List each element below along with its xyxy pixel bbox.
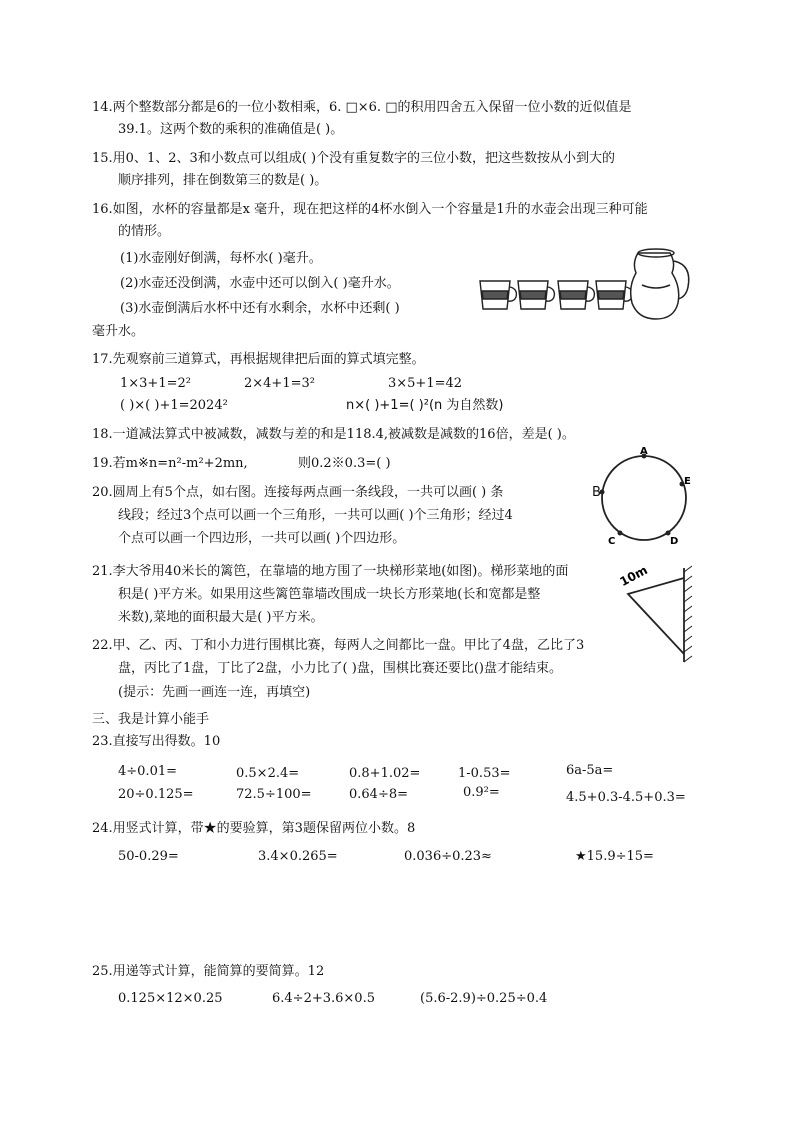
q24-item1: 50-0.29= — [118, 849, 179, 864]
cups-and-jug-figure — [476, 243, 696, 323]
jug-icon — [631, 249, 689, 319]
q22-line1: 22.甲、乙、丙、丁和小力进行围棋比赛，每两人之间都比一盘。甲比了4盘，乙比了3 — [92, 638, 585, 653]
q16-sub3: (3)水壶倒满后水杯中还有水剩余，水杯中还剩( ) — [120, 301, 400, 316]
q21-line3: 米数),菜地的面积最大是( )平方米。 — [118, 610, 324, 625]
q19-line1: 19.若m※n=n²-m²+2mn, — [92, 456, 248, 471]
cup-icon — [596, 281, 632, 309]
q23-r1-c3: 0.8+1.02= — [349, 766, 421, 781]
q17-eq2: 2×4+1=3² — [244, 376, 315, 391]
q14-line2: 39.1。这两个数的乘积的准确值是( )。 — [118, 122, 344, 137]
q15-line1: 15.用0、1、2、3和小数点可以组成( )个没有重复数字的三位小数，把这些数按从小到大的 — [92, 151, 616, 166]
q18-line1: 18.一道减法算式中被减数，减数与差的和是118.4,被减数是减数的16倍，差是( )。 — [92, 427, 575, 442]
q23-r2-c3: 0.64÷8= — [349, 787, 409, 802]
q21-line1: 21.李大爷用40米长的篱笆，在靠墙的地方围了一块梯形菜地(如图)。梯形菜地的面 — [92, 564, 569, 579]
label-B: B — [592, 485, 601, 500]
q25-item1: 0.125×12×0.25 — [118, 991, 223, 1006]
q14-line1: 14.两个整数部分都是6的一位小数相乘，6. □×6. □的积用四舍五入保留一位小数的近似值是 — [92, 100, 632, 115]
cup-icon — [518, 281, 554, 309]
q23-r1-c5: 6a-5a= — [566, 763, 614, 778]
q23-r1-c4: 1-0.53= — [458, 766, 511, 781]
cup-icon — [558, 281, 594, 309]
q23-r2-c4: 0.9²= — [463, 785, 500, 800]
section3-title: 三、我是计算小能手 — [92, 712, 210, 727]
q17-line1: 17.先观察前三道算式，再根据规律把后面的算式填完整。 — [92, 352, 425, 367]
trapezoid-garden-figure — [612, 558, 702, 668]
label-A: A — [640, 446, 648, 457]
point-D — [666, 531, 671, 536]
q24-title: 24.用竖式计算，带★的要验算，第3题保留两位小数。8 — [92, 821, 416, 836]
q16-sub3b: 毫升水。 — [92, 324, 145, 339]
q23-r1-c1: 4÷0.01= — [118, 764, 178, 779]
label-D: D — [670, 536, 679, 547]
q23-title: 23.直接写出得数。10 — [92, 734, 221, 749]
q17-eq4: ( )×( )+1=2024² — [120, 398, 228, 413]
q23-r2-c5: 4.5+0.3-4.5+0.3= — [566, 790, 686, 805]
q20-line3: 个点可以画一个四边形，一共可以画( )个四边形。 — [118, 531, 406, 546]
q23-r2-c2: 72.5÷100= — [236, 787, 312, 802]
label-C: C — [608, 536, 616, 547]
q20-line1: 20.圆周上有5个点，如右图。连接每两点画一条线段，一共可以画( ) 条 — [92, 485, 504, 500]
q16-line1: 16.如图，水杯的容量都是x 毫升，现在把这样的4杯水倒入一个容量是1升的水壶会出现三种可能 — [92, 202, 648, 217]
q23-r2-c1: 20÷0.125= — [118, 787, 194, 802]
q24-item2: 3.4×0.265= — [258, 849, 338, 864]
q19-line2: 则0.2※0.3=( ) — [298, 456, 391, 471]
label-E: E — [684, 476, 691, 487]
q25-item2: 6.4÷2+3.6×0.5 — [272, 991, 375, 1006]
q16-line2: 的情形。 — [118, 224, 171, 239]
q20-line2: 线段；经过3个点可以画一个三角形，一共可以画( )个三角形；经过4 — [118, 508, 513, 523]
q17-eq3: 3×5+1=42 — [388, 376, 463, 391]
q17-eq1: 1×3+1=2² — [120, 376, 191, 391]
point-C — [618, 531, 623, 536]
q24-item4: ★15.9÷15= — [575, 849, 654, 864]
q16-sub1: (1)水壶刚好倒满，每杯水( )毫升。 — [120, 251, 322, 266]
q25-title: 25.用递等式计算，能简算的要简算。12 — [92, 964, 325, 979]
q22-line3: (提示：先画一画连一连，再填空) — [118, 685, 311, 700]
q16-sub2: (2)水壶还没倒满，水壶中还可以倒入( )毫升水。 — [120, 276, 400, 291]
q25-item3: (5.6-2.9)÷0.25÷0.4 — [420, 991, 548, 1006]
q21-line2: 积是( )平方米。如果用这些篱笆靠墙改围成一块长方形菜地(长和宽都是整 — [118, 587, 541, 602]
q22-line2: 盘，丙比了1盘，丁比了2盘，小力比了( )盘，围棋比赛还要比()盘才能结束。 — [118, 661, 562, 676]
circle-points-figure — [584, 446, 704, 550]
length-label: 10m — [617, 562, 650, 589]
q24-item3: 0.036÷0.23≈ — [404, 849, 492, 864]
cup-icon — [480, 281, 516, 309]
q17-eq5: n×( )+1=( )²(n 为自然数) — [346, 398, 504, 413]
q15-line2: 顺序排列，排在倒数第三的数是( )。 — [118, 173, 328, 188]
q23-r1-c2: 0.5×2.4= — [236, 766, 300, 781]
